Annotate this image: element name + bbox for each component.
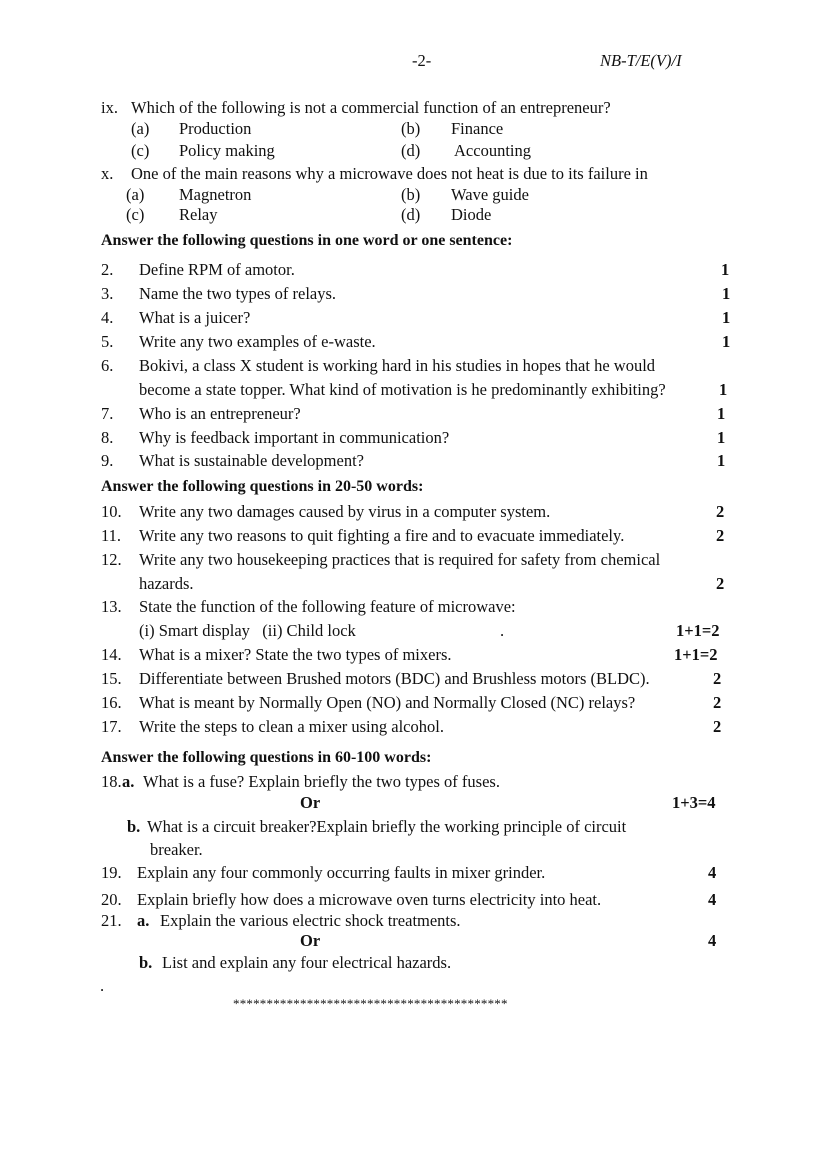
question-marks: 1 [717, 428, 726, 447]
question-marks: 1+3=4 [672, 793, 716, 812]
question-number: 10. [101, 502, 122, 521]
question-text: What is a juicer? [139, 308, 251, 327]
page-number: -2- [412, 51, 432, 70]
question-marks: 1 [717, 404, 726, 423]
question-number: 15. [101, 669, 122, 688]
mcq-number: x. [101, 164, 114, 183]
question-text: What is meant by Normally Open (NO) and Normally Closed (NC) relays? [139, 693, 636, 712]
question-text-continued: hazards. [139, 574, 194, 593]
option-label: (d) [401, 205, 421, 224]
question-text: What is a fuse? Explain briefly the two types of fuses. [143, 772, 500, 791]
question-marks: 1 [722, 332, 731, 351]
question-text: Write any two damages caused by virus in a computer system. [139, 502, 551, 521]
question-marks: 4 [708, 863, 717, 882]
question-number: 6. [101, 356, 114, 375]
question-text: Who is an entrepreneur? [139, 404, 301, 423]
question-marks: 2 [716, 526, 725, 545]
subpart-label: b. [127, 817, 141, 836]
question-text-continued: become a state topper. What kind of motivation is he predominantly exhibiting? [139, 380, 666, 399]
question-number: 19. [101, 863, 122, 882]
option-text: Diode [451, 205, 492, 224]
question-text: What is a circuit breaker?Explain briefly the working principle of circuit [147, 817, 627, 836]
question-text: Explain the various electric shock treatments. [160, 911, 461, 930]
question-number: 12. [101, 550, 122, 569]
question-number: 14. [101, 645, 122, 664]
option-text: Policy making [179, 141, 275, 160]
stray-dot: . [500, 621, 505, 640]
mcq-question: One of the main reasons why a microwave does not heat is due to its failure in [131, 164, 648, 183]
question-text: Write the steps to clean a mixer using alcohol. [139, 717, 444, 736]
question-number: 16. [101, 693, 122, 712]
question-number: 13. [101, 597, 122, 616]
question-number: 2. [101, 260, 114, 279]
question-marks: 1 [717, 451, 726, 470]
question-text: Why is feedback important in communication? [139, 428, 450, 447]
question-number: 4. [101, 308, 114, 327]
question-marks: 1 [721, 260, 730, 279]
question-marks: 4 [708, 890, 717, 909]
question-number: 9. [101, 451, 114, 470]
question-marks: 1+1=2 [674, 645, 718, 664]
question-number: 20. [101, 890, 122, 909]
question-text: Explain briefly how does a microwave oven turns electricity into heat. [137, 890, 602, 909]
question-text: Explain any four commonly occurring faults in mixer grinder. [137, 863, 546, 882]
question-text: Write any two housekeeping practices that is required for safety from chemical [139, 550, 661, 569]
question-text: Name the two types of relays. [139, 284, 337, 303]
question-number: 18. [101, 772, 122, 791]
subpart-label: a. [137, 911, 150, 930]
option-text: Relay [179, 205, 218, 224]
question-number: 11. [101, 526, 122, 545]
question-number: 3. [101, 284, 114, 303]
option-label: (c) [131, 141, 150, 160]
mcq-number: ix. [101, 98, 118, 117]
question-text-continued: breaker. [150, 840, 203, 859]
question-text: Differentiate between Brushed motors (BDC) and Brushless motors (BLDC). [139, 669, 650, 688]
question-text: Write any two examples of e-waste. [139, 332, 376, 351]
mcq-question: Which of the following is not a commercial function of an entrepreneur? [131, 98, 611, 117]
option-label: (a) [131, 119, 150, 138]
option-label: (a) [126, 185, 145, 204]
paper-code: NB-T/E(V)/I [600, 51, 682, 70]
question-text: List and explain any four electrical hazards. [162, 953, 452, 972]
section-heading: Answer the following questions in 20-50 words: [101, 478, 424, 495]
question-text: What is a mixer? State the two types of mixers. [139, 645, 452, 664]
question-marks: 1 [722, 308, 731, 327]
question-number: 21. [101, 911, 122, 930]
option-label: (d) [401, 141, 421, 160]
stray-dot: . [100, 976, 105, 995]
question-text: State the function of the following feature of microwave: [139, 597, 516, 616]
section-heading: Answer the following questions in one word or one sentence: [101, 232, 513, 249]
option-text: Accounting [454, 141, 531, 160]
question-number: 7. [101, 404, 114, 423]
option-text: Magnetron [179, 185, 252, 204]
section-heading: Answer the following questions in 60-100 words: [101, 749, 432, 766]
option-label: (b) [401, 119, 421, 138]
question-text: Define RPM of amotor. [139, 260, 295, 279]
question-marks: 2 [716, 502, 725, 521]
or-separator: Or [300, 931, 321, 950]
question-marks: 1 [722, 284, 731, 303]
question-marks: 2 [713, 669, 722, 688]
question-number: 8. [101, 428, 114, 447]
question-marks: 1 [719, 380, 728, 399]
question-marks: 2 [713, 693, 722, 712]
subpart-label: b. [139, 953, 153, 972]
option-label: (c) [126, 205, 145, 224]
end-of-paper-stars: ***************************************** [233, 996, 508, 1011]
question-number: 17. [101, 717, 122, 736]
question-text: What is sustainable development? [139, 451, 364, 470]
question-marks: 4 [708, 931, 717, 950]
option-text: Wave guide [451, 185, 529, 204]
question-subparts: (i) Smart display (ii) Child lock [139, 621, 356, 640]
question-text: Bokivi, a class X student is working hard in his studies in hopes that he would [139, 356, 656, 375]
or-separator: Or [300, 793, 321, 812]
question-number: 5. [101, 332, 114, 351]
option-label: (b) [401, 185, 421, 204]
option-text: Production [179, 119, 252, 138]
subpart-label: a. [122, 772, 135, 791]
question-marks: 2 [713, 717, 722, 736]
question-marks: 1+1=2 [676, 621, 720, 640]
question-text: Write any two reasons to quit fighting a fire and to evacuate immediately. [139, 526, 625, 545]
question-marks: 2 [716, 574, 725, 593]
option-text: Finance [451, 119, 504, 138]
